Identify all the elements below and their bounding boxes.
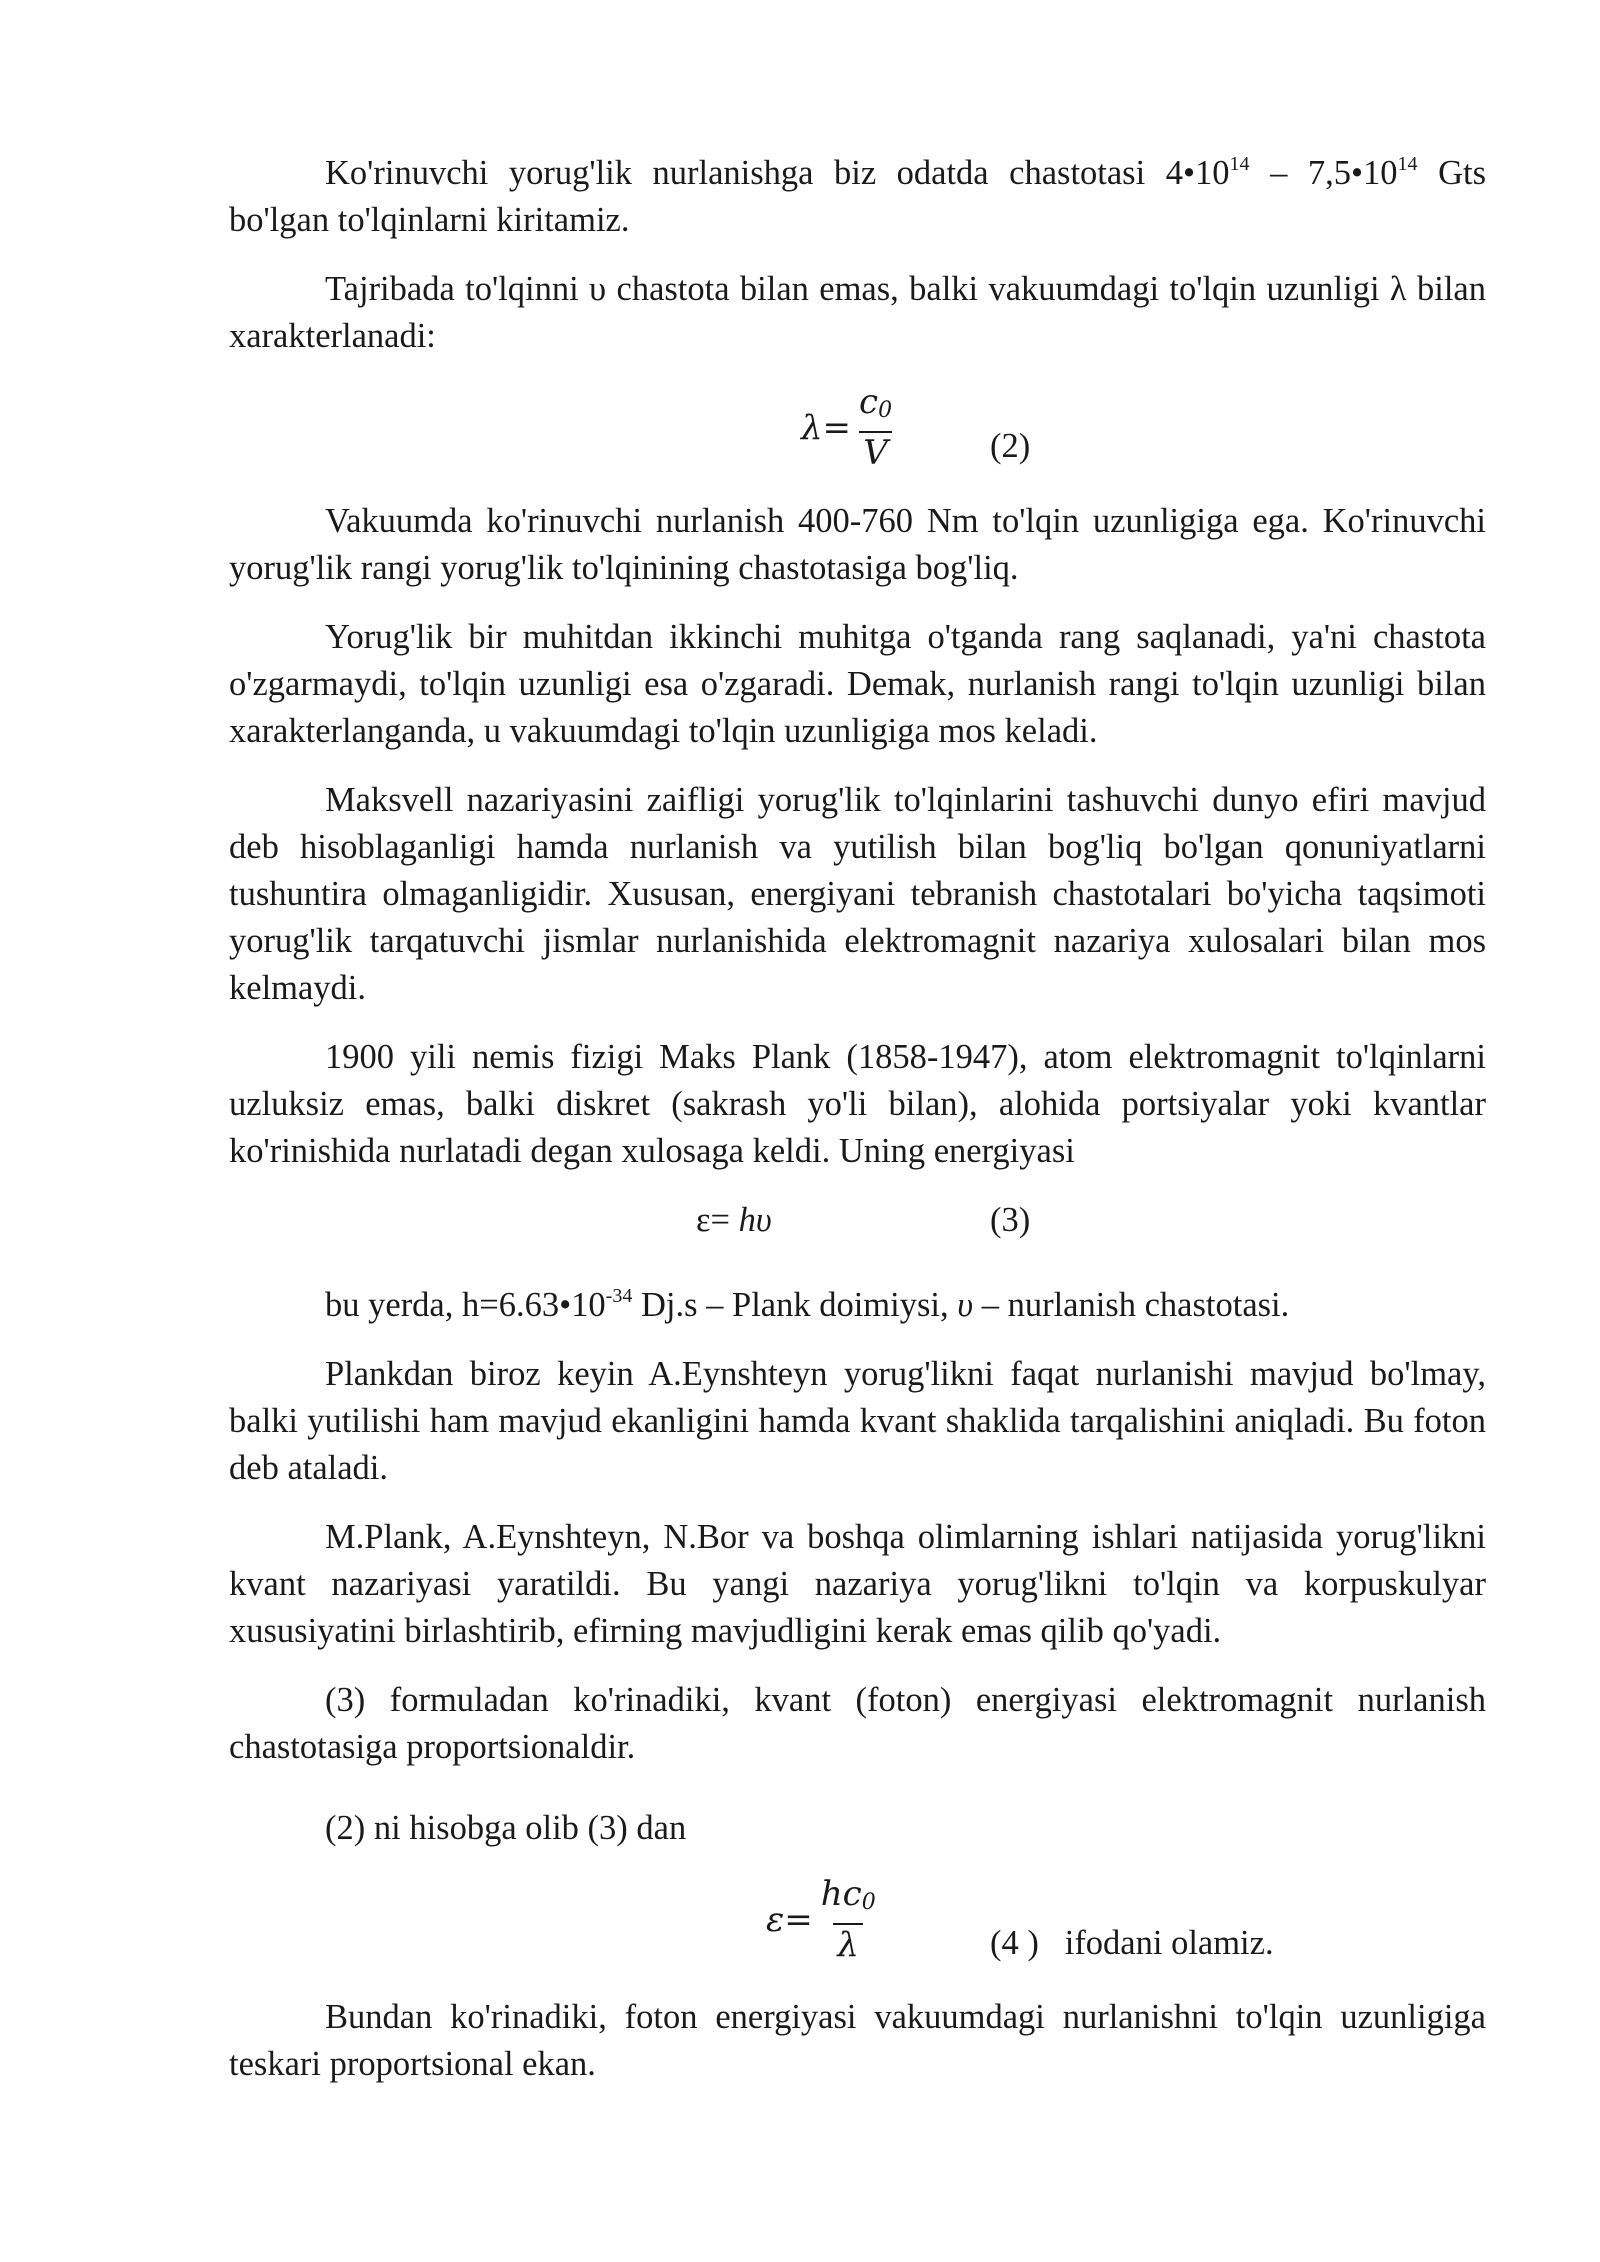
document-page [229,150,1486,2110]
formula-lhs: ε= [766,1899,813,1940]
formula-3-row [229,1197,1486,1247]
formula-2 [801,382,896,473]
text: – nurlanish chastotasi. [973,1285,1290,1324]
numerator-symbol: c [859,382,879,422]
paragraph-planck-1900: 1900 yili nemis fizigi Maks Plank (1858-1947), atom elektromagnit to'lqinlarni uzluksiz emas, balki diskret (sakrash yo'li bilan), alohida portsiyalar yoki kvantlar ko'rinishida nurlatadi degan xulosaga keldi. Uning energiyasi [229,1038,1486,1170]
fraction-denominator: V [859,431,892,473]
superscript: 14 [1229,153,1250,175]
text: Dj.s – Plank doimiysi, [632,1285,958,1324]
text: – 7,5•10 [1249,154,1398,192]
equation-number-3: (3) [990,1201,1031,1239]
numerator-subscript: 0 [878,398,893,423]
numerator-subscript: 0 [861,1890,876,1915]
paragraph-planck-constant [229,1282,1486,1329]
paragraph-visible-light-frequency [229,150,1486,244]
formula-lhs: ε= [696,1201,739,1239]
formula-4-row [229,1874,1486,1978]
fraction [855,382,896,473]
paragraph-maxwell-theory: Maksvell nazariyasini zaifligi yorug'lik to'lqinlarini tashuvchi dunyo efiri mavjud deb hisoblaganligi hamda nurlanish va yutilish bilan bog'liq bo'lgan qonuniyatlarni tushuntira olmaganligidir. Xususan, energiyani tebranish chastotalari bo'yicha taqsimoti yorug'lik tarqatuvchi jismlar nurlanishida elektromagnit nazariya xulosalari bilan mos kelmaydi. [229,781,1486,1007]
fraction-denominator: λ [833,1923,863,1965]
equation-number-2: (2) [990,427,1031,465]
formula-2-row [229,382,1486,482]
equation-number-4: (4 ) ifodani olamiz. [990,1924,1274,1962]
paragraph-conclusion: Bundan ko'rinadiki, foton energiyasi vakuumdagi nurlanishni to'lqin uzunligiga teskari proportsional ekan. [229,1998,1486,2083]
paragraph-vacuum-range: Vakuumda ko'rinuvchi nurlanish 400-760 Nm to'lqin uzunligiga ega. Ko'rinuvchi yorug'lik rangi yorug'lik to'lqinining chastotasiga bog'liq. [229,502,1486,587]
paragraph-quantum-theory: M.Plank, A.Eynshteyn, N.Bor va boshqa olimlarning ishlari natijasida yorug'likni kvant nazariyasi yaratildi. Bu yangi nazariya yorug'likni to'lqin va korpuskulyar xususiyatini birlashtirib, efirning mavjudligini kerak emas qilib qo'yadi. [229,1517,1486,1650]
text: bu yerda, h=6.63•10 [325,1285,606,1324]
paragraph-taking-into-account: (2) ni hisobga olib (3) dan [325,1809,687,1847]
fraction-numerator [817,1874,880,1923]
paragraph-formula-3-note: (3) formuladan ko'rinadiki, kvant (foton) energiyasi elektromagnit nurlanish chastotasiga proportsionaldir. [229,1680,1486,1766]
text: Gts bo'lgan to'lqinlarni kiritamiz. [229,154,1486,239]
superscript: 14 [1397,153,1418,175]
paragraph-einstein: Plankdan biroz keyin A.Eynshteyn yorug'likni faqat nurlanishi mavjud bo'lmay, balki yutilishi ham mavjud ekanligini hamda kvant shaklida tarqalishini aniqladi. Bu foton deb ataladi. [229,1354,1486,1487]
paragraph-color-conservation: Yorug'lik bir muhitdan ikkinchi muhitga o'tganda rang saqlanadi, ya'ni chastota o'zgarmaydi, to'lqin uzunligi esa o'zgaradi. Demak, nurlanish rangi to'lqin uzunligi bilan xarakterlanganda, u vakuumdagi to'lqin uzunligiga mos keladi. [229,618,1486,750]
paragraph-wavelength-intro: Tajribada to'lqinni υ chastota bilan emas, balki vakuumdagi to'lqin uzunligi λ bilan xarakterlanadi: [229,270,1486,355]
superscript: -34 [605,1284,633,1307]
formula-rhs: hυ [738,1201,772,1239]
fraction-numerator [855,382,896,431]
formula-3 [696,1197,772,1244]
text: Ko'rinuvchi yorug'lik nurlanishga biz odatda chastotasi 4•10 [325,154,1230,192]
nu-symbol: υ [957,1285,974,1324]
formula-lhs: λ= [801,407,852,448]
formula-4 [766,1874,880,1965]
fraction [817,1874,880,1965]
numerator-symbol: hc [820,1874,862,1914]
